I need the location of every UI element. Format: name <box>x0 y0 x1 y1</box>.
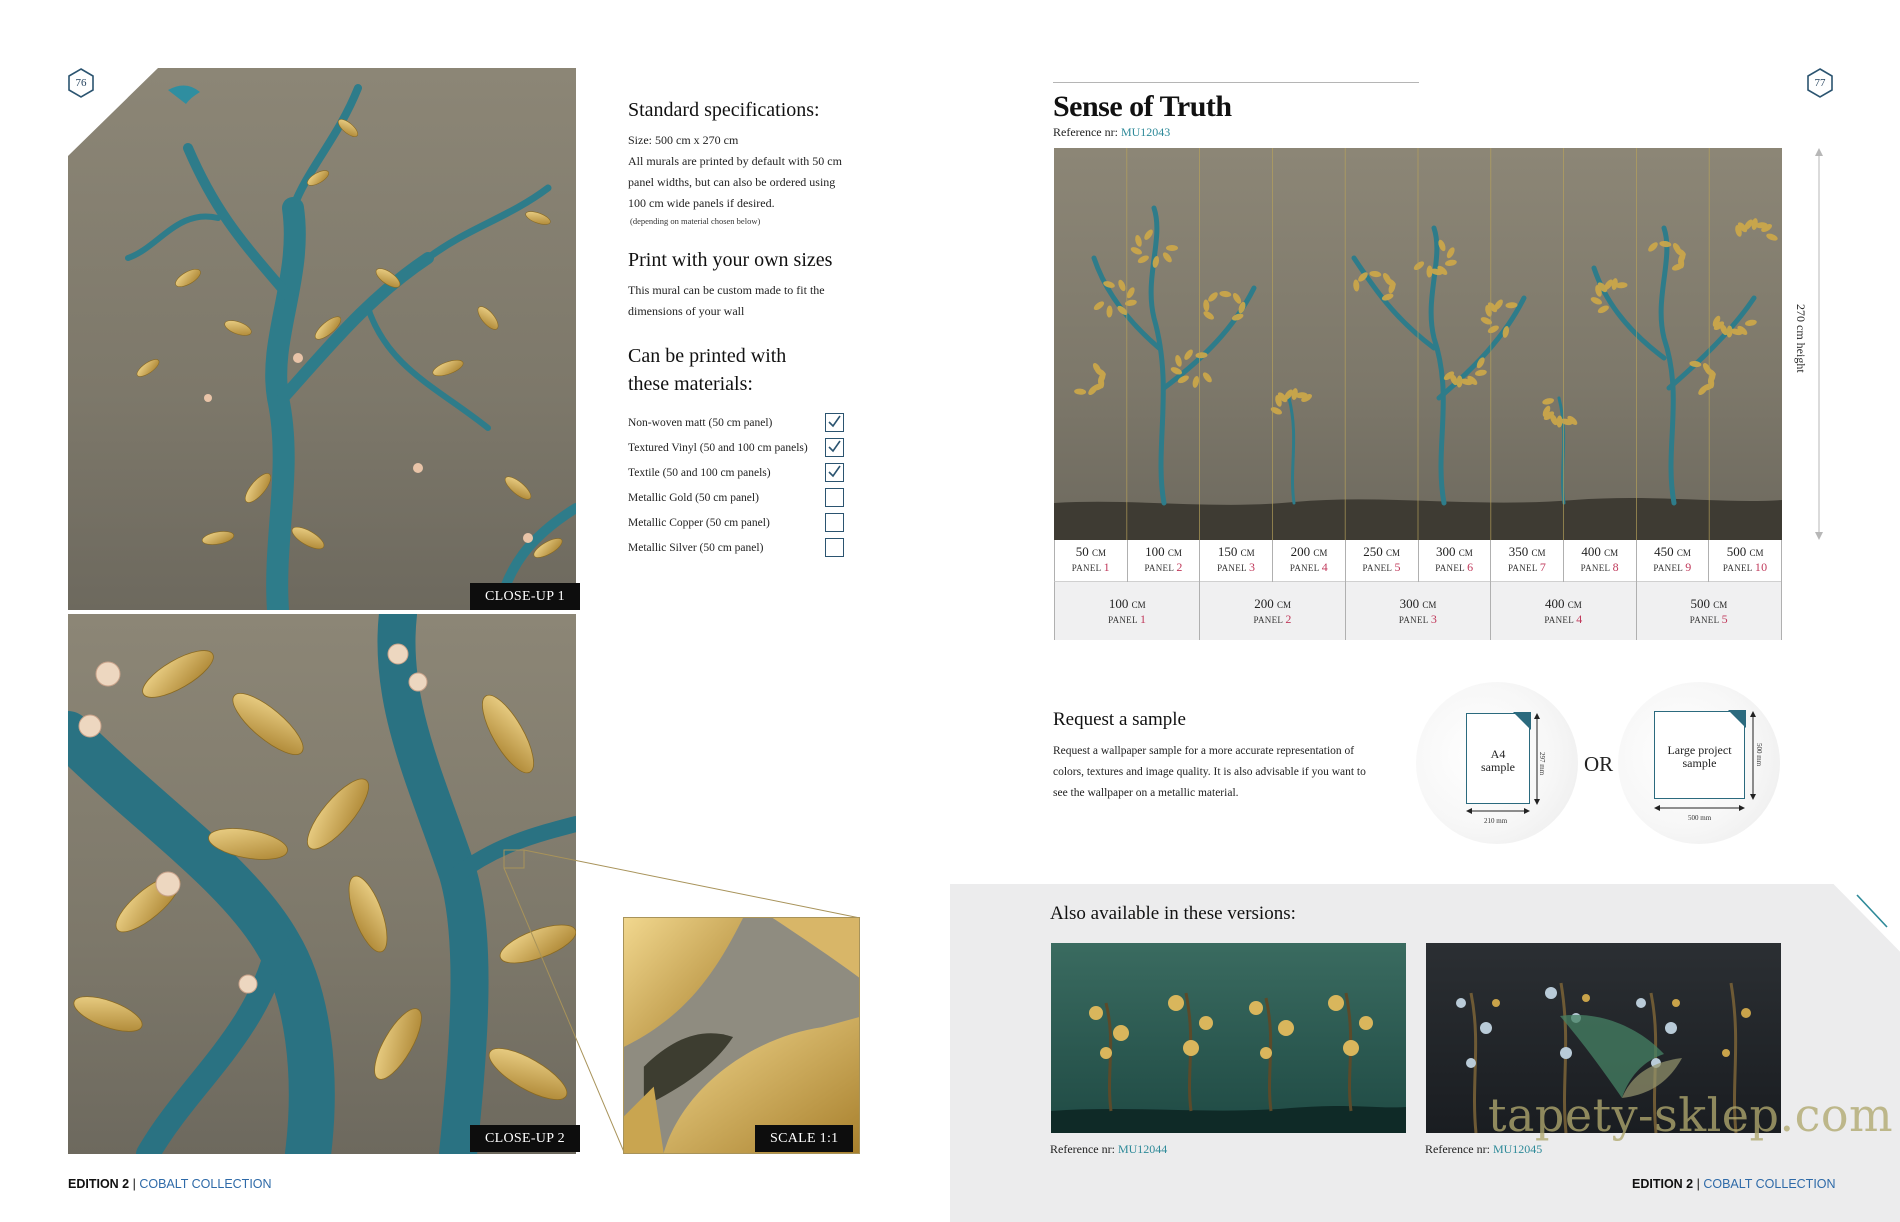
panels-100-row <box>1054 582 1782 640</box>
material-label: Metallic Silver (50 cm panel) <box>628 541 764 554</box>
panel-label: PANEL <box>1144 563 1174 573</box>
panel-unit: CM <box>1131 600 1146 610</box>
panel-cell <box>1346 582 1491 640</box>
panel-cell <box>1346 540 1419 582</box>
product-reference: Reference nr: MU12043 <box>1053 125 1171 139</box>
main-mural-image <box>1054 148 1782 540</box>
checkmark-icon <box>827 439 842 454</box>
sample-line-3: see the wallpaper on a metallic material. <box>1053 787 1239 799</box>
checkbox-checked[interactable] <box>825 413 844 432</box>
panel-size: 100 <box>1145 544 1165 559</box>
panel-cell <box>1637 540 1710 582</box>
panel-size: 400 <box>1545 596 1565 611</box>
panel-number: 8 <box>1612 560 1619 574</box>
panel-cell <box>1055 582 1200 640</box>
material-row <box>628 485 844 510</box>
specs-heading: Standard specifications: <box>628 99 820 121</box>
corner-accent-line <box>1855 893 1889 929</box>
panel-unit: CM <box>1676 548 1691 558</box>
a4-width-arrow <box>1466 806 1530 816</box>
panel-unit: CM <box>1531 548 1546 558</box>
large-sample-label: Large project <box>1667 743 1732 757</box>
panel-unit: CM <box>1749 548 1764 558</box>
checkmark-icon <box>827 464 842 479</box>
or-label: OR <box>1584 752 1614 776</box>
panel-cell <box>1200 582 1345 640</box>
height-arrow <box>1812 148 1826 540</box>
panel-number: 9 <box>1685 560 1692 574</box>
panel-unit: CM <box>1422 600 1437 610</box>
a4-width-label: 210 mm <box>1484 817 1508 825</box>
panel-size: 450 <box>1654 544 1674 559</box>
page-corner-icon <box>1728 710 1746 728</box>
checkmark-icon <box>827 414 842 429</box>
scale-detail-image <box>623 917 860 1154</box>
panel-label: PANEL <box>1544 615 1574 625</box>
large-width-arrow <box>1654 803 1745 813</box>
panel-label: PANEL <box>1689 615 1720 625</box>
panel-size: 200 <box>1254 596 1274 611</box>
panel-size: 350 <box>1508 544 1529 559</box>
panel-size: 500 <box>1726 544 1747 559</box>
panel-unit: CM <box>1167 548 1182 558</box>
panel-cell <box>1637 582 1782 640</box>
panel-label: PANEL <box>1580 563 1610 573</box>
checkbox-checked[interactable] <box>825 438 844 457</box>
material-label: Textile (50 and 100 cm panels) <box>628 466 771 479</box>
panel-label: PANEL <box>1653 563 1683 573</box>
checkbox-unchecked[interactable] <box>825 538 844 557</box>
page-number-right: 77 <box>1805 68 1835 98</box>
panel-unit: CM <box>1713 600 1728 610</box>
version-1-image[interactable] <box>1051 943 1406 1133</box>
material-row <box>628 410 844 435</box>
mural-leaf <box>1166 245 1178 251</box>
specs-note: (depending on material chosen below) <box>630 216 761 226</box>
page-number-left: 76 <box>66 68 96 98</box>
watermark-text: tapety-sklep.com <box>1488 1088 1894 1142</box>
panel-cell <box>1564 540 1637 582</box>
panel-number: 2 <box>1176 560 1183 574</box>
panel-number: 3 <box>1249 560 1256 574</box>
closeup-1-label: CLOSE-UP 1 <box>470 583 580 610</box>
large-height-label: 500 mm <box>1755 743 1763 767</box>
a4-sublabel: sample <box>1481 760 1515 774</box>
panel-cell <box>1491 582 1636 640</box>
panel-size: 300 <box>1399 596 1420 611</box>
panel-label: PANEL <box>1362 563 1392 573</box>
material-label: Metallic Gold (50 cm panel) <box>628 491 759 504</box>
own-sizes-heading: Print with your own sizes <box>628 249 833 271</box>
material-row <box>628 435 844 460</box>
sample-line-1: Request a wallpaper sample for a more accurate representation of <box>1053 745 1355 757</box>
panel-unit: CM <box>1091 548 1106 558</box>
panel-number: 2 <box>1285 612 1292 626</box>
panel-number: 6 <box>1467 560 1474 574</box>
panel-cell <box>1709 540 1782 582</box>
large-sample-sheet <box>1654 711 1745 799</box>
panel-size: 300 <box>1435 544 1456 559</box>
panel-label: PANEL <box>1398 615 1429 625</box>
version-1-reference: Reference nr: MU12044 <box>1050 1142 1168 1156</box>
panel-size: 200 <box>1290 544 1311 559</box>
panel-number: 4 <box>1321 560 1329 574</box>
sample-heading: Request a sample <box>1053 709 1186 730</box>
panel-label: PANEL <box>1253 615 1283 625</box>
panel-unit: CM <box>1458 548 1473 558</box>
version-2-reference: Reference nr: MU12045 <box>1425 1142 1543 1156</box>
panel-label: PANEL <box>1507 563 1538 573</box>
specs-desc-3: 100 cm wide panels if desired. <box>628 196 775 210</box>
a4-label: A4 <box>1490 747 1506 761</box>
title-rule <box>1053 82 1419 83</box>
large-sample-sublabel: sample <box>1682 756 1717 770</box>
closeup-1-image <box>68 68 576 610</box>
versions-heading: Also available in these versions: <box>1050 903 1296 924</box>
panel-unit: CM <box>1240 548 1255 558</box>
panel-size: 250 <box>1363 544 1383 559</box>
footer-right: EDITION 2 | COBALT COLLECTION <box>1632 1177 1836 1191</box>
panel-number: 1 <box>1140 612 1147 626</box>
panel-cell <box>1200 540 1273 582</box>
panel-label: PANEL <box>1435 563 1465 573</box>
closeup-2-label: CLOSE-UP 2 <box>470 1125 580 1152</box>
panel-number: 1 <box>1103 560 1110 574</box>
checkbox-unchecked[interactable] <box>825 488 844 507</box>
a4-sample-sheet <box>1466 713 1530 804</box>
panel-number: 3 <box>1430 612 1438 626</box>
panel-size: 150 <box>1217 544 1238 559</box>
specs-desc-2: panel widths, but can also be ordered using <box>628 175 836 189</box>
panel-unit: CM <box>1386 548 1401 558</box>
material-row <box>628 535 844 560</box>
checkbox-checked[interactable] <box>825 463 844 482</box>
material-label: Non-woven matt (50 cm panel) <box>628 416 773 429</box>
material-label: Textured Vinyl (50 and 100 cm panels) <box>628 441 808 454</box>
panel-size: 50 <box>1075 544 1089 559</box>
panel-cell <box>1128 540 1201 582</box>
panel-label: PANEL <box>1071 563 1102 573</box>
panel-unit: CM <box>1567 600 1582 610</box>
panel-unit: CM <box>1313 548 1328 558</box>
panel-size: 400 <box>1581 544 1601 559</box>
a4-height-label: 297 mm <box>1538 752 1546 776</box>
panel-cell <box>1491 540 1564 582</box>
material-row <box>628 510 844 535</box>
panel-number: 10 <box>1754 560 1768 574</box>
panel-label: PANEL <box>1217 563 1247 573</box>
panel-cell <box>1055 540 1128 582</box>
scale-label: SCALE 1:1 <box>755 1125 853 1152</box>
materials-heading-2: these materials: <box>628 373 753 395</box>
specs-size: Size: 500 cm x 270 cm <box>628 133 739 147</box>
panels-50-row <box>1054 540 1782 582</box>
panel-unit: CM <box>1276 600 1291 610</box>
panel-size: 100 <box>1108 596 1129 611</box>
product-title: Sense of Truth <box>1053 90 1232 123</box>
panel-number: 5 <box>1394 560 1401 574</box>
panel-number: 4 <box>1576 612 1583 626</box>
footer-left: EDITION 2 | COBALT COLLECTION <box>68 1177 272 1191</box>
large-width-label: 500 mm <box>1688 814 1712 822</box>
own-sizes-line-1: This mural can be custom made to fit the <box>628 283 825 297</box>
panel-unit: CM <box>1604 548 1619 558</box>
materials-heading-1: Can be printed with <box>628 345 787 367</box>
sample-line-2: colors, textures and image quality. It is also advisable if you want to <box>1053 766 1366 778</box>
specifications-block <box>628 96 888 560</box>
panel-label: PANEL <box>1722 563 1753 573</box>
page-corner-icon <box>1513 712 1531 730</box>
material-row <box>628 460 844 485</box>
panel-size: 500 <box>1690 596 1710 611</box>
panel-number: 5 <box>1721 612 1728 626</box>
panel-number: 7 <box>1539 560 1547 574</box>
materials-list <box>628 410 888 560</box>
material-label: Metallic Copper (50 cm panel) <box>628 516 770 529</box>
height-label: 270 cm height <box>1794 304 1808 373</box>
sample-description <box>1053 741 1413 804</box>
panel-cell <box>1419 540 1492 582</box>
own-sizes-line-2: dimensions of your wall <box>628 304 745 318</box>
panel-label: PANEL <box>1108 615 1138 625</box>
specs-desc-1: All murals are printed by default with 50 cm <box>628 154 842 168</box>
panel-cell <box>1273 540 1346 582</box>
checkbox-unchecked[interactable] <box>825 513 844 532</box>
panel-label: PANEL <box>1289 563 1320 573</box>
